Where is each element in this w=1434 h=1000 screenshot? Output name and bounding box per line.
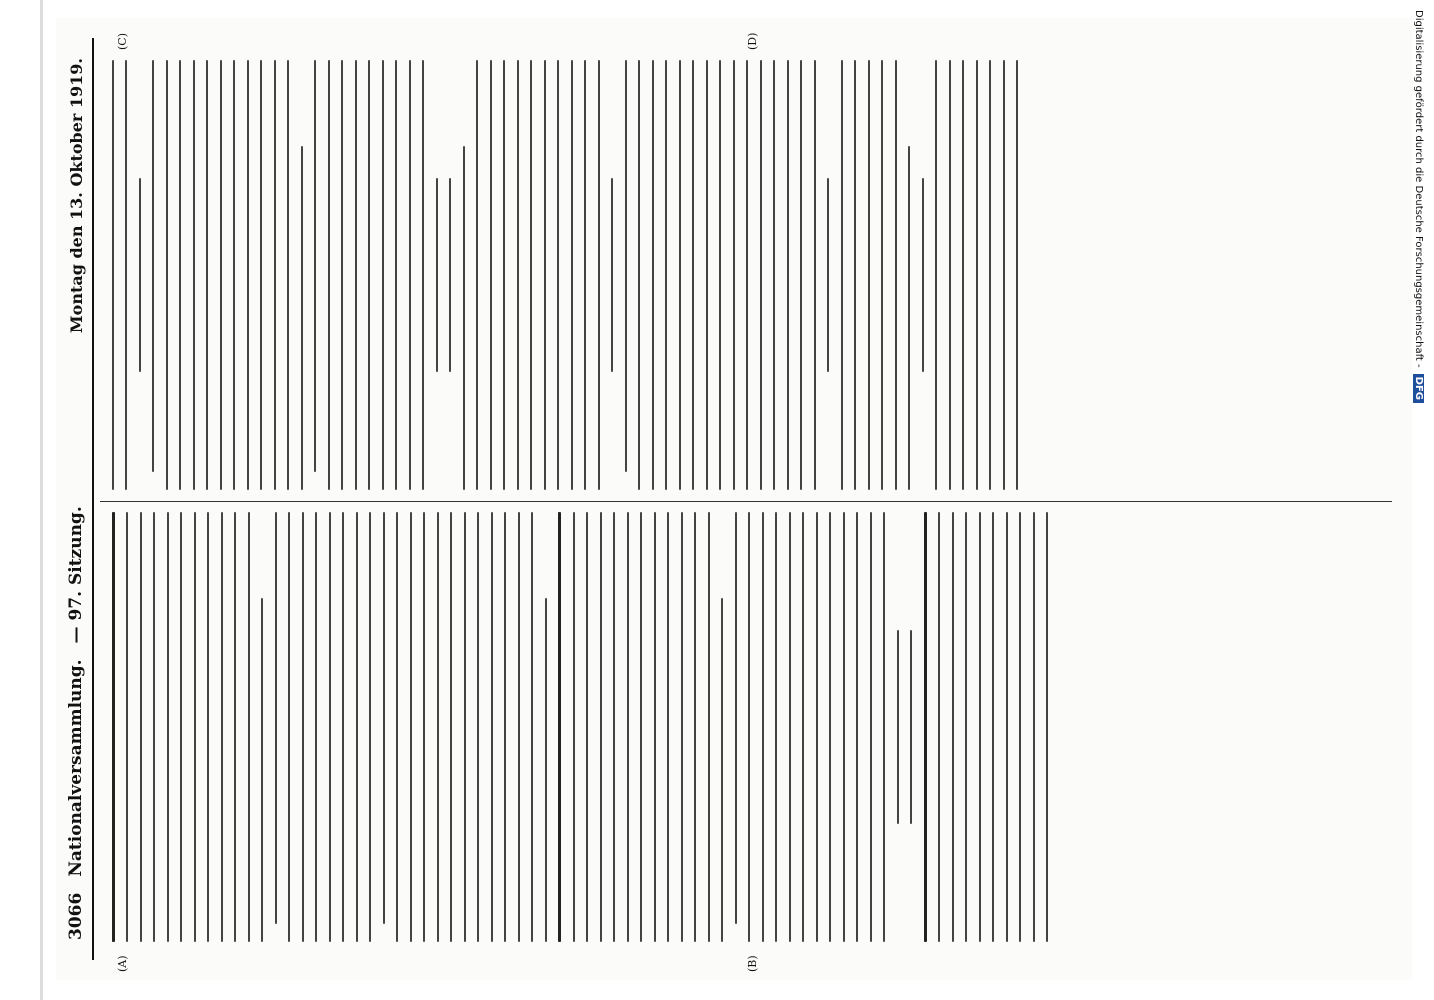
text-line (627, 512, 629, 942)
text-line (708, 512, 710, 942)
text-line (328, 60, 330, 490)
text-line (260, 60, 262, 490)
session-number: — 97. Sitzung. (66, 506, 86, 644)
text-line (504, 512, 506, 942)
text-line (558, 512, 561, 942)
text-line (638, 60, 640, 490)
text-line (112, 60, 114, 490)
text-line (881, 60, 883, 490)
text-line (1003, 60, 1005, 490)
right-column (100, 60, 1392, 490)
text-line (464, 512, 466, 942)
text-line (979, 512, 981, 942)
text-line (625, 60, 627, 472)
text-line (356, 512, 358, 942)
text-line (773, 60, 775, 490)
text-line (341, 60, 343, 490)
text-line (1016, 60, 1018, 490)
text-line (883, 512, 885, 942)
text-line (423, 512, 425, 942)
text-line (1046, 512, 1048, 942)
text-line (491, 512, 493, 942)
text-line (665, 60, 667, 490)
text-line (233, 60, 235, 490)
text-line (952, 512, 954, 942)
text-line (746, 60, 748, 490)
text-line (410, 512, 412, 942)
text-line (613, 512, 615, 942)
text-line (586, 512, 588, 942)
text-line (735, 512, 737, 924)
text-line (789, 512, 791, 942)
text-line (503, 60, 505, 490)
text-line (221, 512, 223, 942)
text-line (152, 60, 154, 472)
text-line (733, 60, 735, 490)
text-line (694, 512, 696, 942)
text-line (206, 60, 208, 490)
text-line (922, 178, 924, 372)
dfg-watermark (1410, 10, 1428, 980)
text-line (681, 512, 683, 942)
text-line (179, 60, 181, 490)
text-line (949, 60, 951, 490)
text-line (153, 512, 155, 942)
text-line (787, 60, 789, 490)
text-line (409, 60, 411, 490)
text-line (383, 512, 385, 924)
text-line (314, 60, 316, 472)
text-line (1006, 512, 1008, 942)
text-line (841, 60, 843, 490)
text-line (355, 60, 357, 490)
text-line (518, 512, 520, 942)
text-line (125, 60, 127, 490)
text-line (935, 60, 937, 490)
text-line (679, 60, 681, 490)
page-number: 3066 (66, 892, 86, 940)
text-line (166, 60, 168, 490)
text-line (598, 60, 600, 490)
text-line (302, 512, 304, 942)
margin-marker-a: (A) (116, 955, 129, 972)
text-line (167, 512, 169, 942)
text-line (544, 60, 546, 490)
text-line (719, 60, 721, 490)
text-line (531, 512, 533, 942)
text-line (450, 512, 452, 942)
text-line (436, 178, 438, 372)
text-line (517, 60, 519, 490)
text-line (530, 60, 532, 490)
text-line (490, 60, 492, 490)
text-line (897, 630, 899, 824)
text-line (965, 512, 967, 942)
session-date: Montag den 13. Oktober 1919. (66, 58, 86, 334)
text-line (194, 512, 196, 942)
text-line (140, 512, 142, 942)
dfg-logo: DFG (1414, 374, 1425, 403)
text-line (843, 512, 845, 942)
running-head (62, 58, 90, 940)
text-line (126, 512, 128, 942)
text-line (895, 60, 897, 490)
text-line (571, 60, 573, 490)
text-line (654, 512, 656, 942)
text-line (395, 60, 397, 490)
text-line (800, 60, 802, 490)
text-line (868, 60, 870, 490)
text-line (775, 512, 777, 942)
text-line (288, 512, 290, 942)
text-line (301, 146, 303, 490)
text-line (315, 512, 317, 942)
text-line (368, 60, 370, 490)
text-line (721, 598, 723, 942)
text-line (962, 60, 964, 490)
text-line (976, 60, 978, 490)
text-line (600, 512, 602, 942)
text-line (692, 60, 694, 490)
text-line (287, 60, 289, 490)
column-divider (100, 501, 1392, 502)
watermark-text: Digitalisierung gefördert durch die Deutsche Forschungsgemeinschaft - (1413, 10, 1425, 368)
text-line (910, 630, 912, 824)
text-line (748, 512, 750, 942)
text-line (706, 60, 708, 490)
text-line (545, 598, 547, 942)
text-line (908, 146, 910, 490)
text-line (924, 512, 927, 942)
text-line (139, 178, 141, 372)
text-line (827, 178, 829, 372)
text-line (220, 60, 222, 490)
text-line (369, 512, 371, 942)
text-line (248, 512, 250, 942)
page-sheet (56, 18, 1412, 980)
text-line (760, 60, 762, 490)
journal-title: Nationalversammlung. (66, 659, 86, 877)
text-line (640, 512, 642, 942)
text-line (816, 512, 818, 942)
text-line (611, 178, 613, 372)
text-line (275, 512, 277, 924)
text-line (247, 60, 249, 490)
text-line (584, 60, 586, 490)
text-line (261, 598, 263, 942)
text-line (112, 512, 115, 942)
text-line (938, 512, 940, 942)
text-line (667, 512, 669, 942)
text-line (180, 512, 182, 942)
rotated-page (56, 18, 1412, 980)
margin-marker-c: (C) (116, 33, 129, 50)
text-line (463, 146, 465, 490)
text-line (382, 60, 384, 490)
margin-marker-b: (B) (746, 955, 759, 972)
text-line (437, 512, 439, 942)
text-line (870, 512, 872, 942)
text-line (193, 60, 195, 490)
text-line (274, 60, 276, 490)
text-line (422, 60, 424, 490)
text-line (802, 512, 804, 942)
left-column (100, 512, 1392, 942)
text-line (814, 60, 816, 490)
text-line (829, 512, 831, 942)
text-line (557, 60, 559, 490)
text-line (234, 512, 236, 942)
text-line (762, 512, 764, 942)
text-line (449, 178, 451, 372)
header-rule (92, 38, 94, 960)
scan-edge-shadow (40, 0, 43, 1000)
text-line (1033, 512, 1035, 942)
text-line (1019, 512, 1021, 942)
text-line (476, 60, 478, 490)
text-line (396, 512, 398, 942)
margin-marker-d: (D) (746, 32, 759, 50)
text-line (652, 60, 654, 490)
text-line (342, 512, 344, 942)
text-line (329, 512, 331, 942)
text-line (856, 512, 858, 942)
text-line (989, 60, 991, 490)
text-line (992, 512, 994, 942)
text-line (854, 60, 856, 490)
text-line (573, 512, 575, 942)
text-line (477, 512, 479, 942)
text-line (207, 512, 209, 942)
